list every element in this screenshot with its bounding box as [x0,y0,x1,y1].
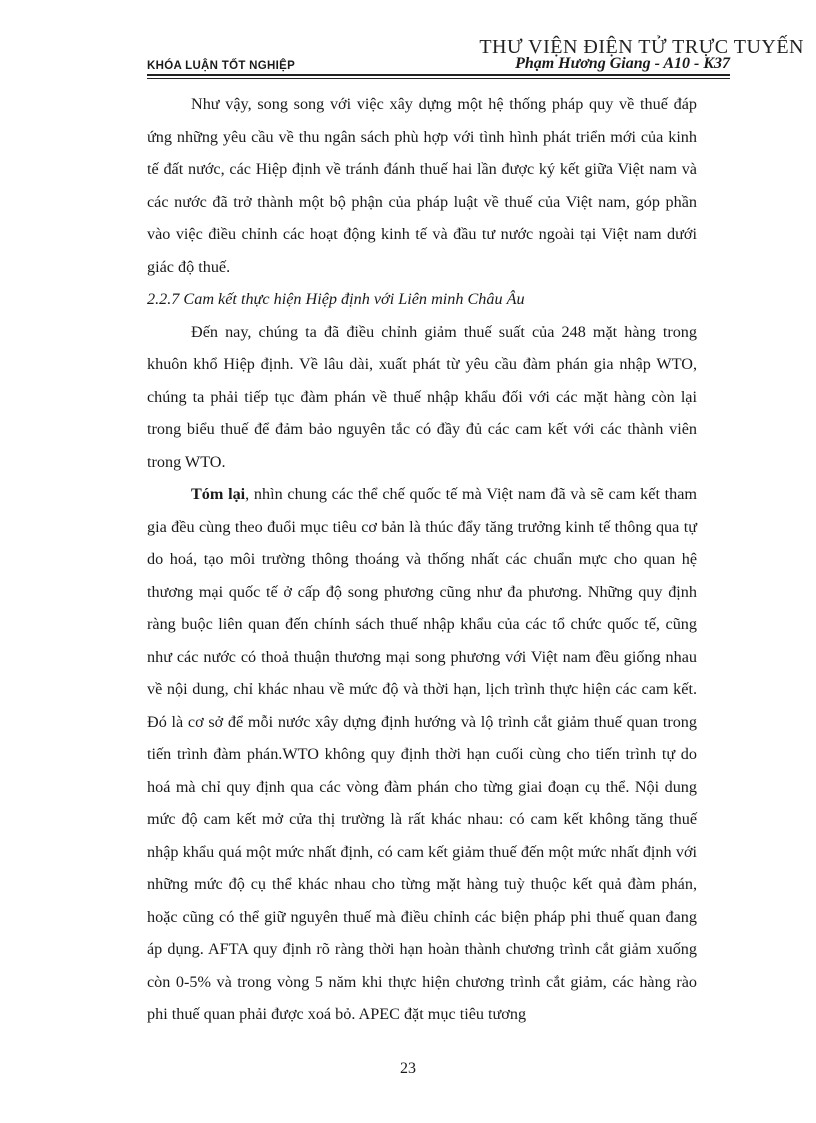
paragraph-2: Đến nay, chúng ta đã điều chỉnh giảm thuế suất của 248 mặt hàng trong khuôn khổ Hiệp định. Về lâu dài, xuất phát từ yêu cầu đàm phán gia nhập WTO, chúng ta phải tiếp tục đàm phán về thuế nhập khẩu đối với các mặt hàng còn lại trong biểu thuế để đảm bảo nguyên tắc có đầy đủ các cam kết với các thành viên trong WTO. [147,322,697,471]
header-rule-thin [147,78,730,79]
paragraph-3-lead: Tóm lại [191,485,246,503]
paragraph-1: Như vậy, song song với việc xây dựng một hệ thống pháp quy về thuế đáp ứng những yêu cầu về thu ngân sách phù hợp với tình hình phát triển mới của kinh tế đất nước, các Hiệp định về tránh đánh thuế hai lần được ký kết giữa Việt nam và các nước đã trở thành một bộ phận của pháp luật về thuế của Việt nam, góp phần vào việc điều chỉnh các hoạt động kinh tế và đầu tư nước ngoài tại Việt nam dưới giác độ thuế. [147,95,697,276]
library-watermark: THƯ VIỆN ĐIỆN TỬ TRỰC TUYẾN [479,36,804,58]
page-number: 23 [400,1060,416,1077]
header-rule-thick [147,74,730,76]
document-body [147,88,697,1031]
page-header [147,52,730,72]
header-thesis-title: KHÓA LUẬN TỐT NGHIỆP [147,60,296,72]
section-heading: 2.2.7 Cam kết thực hiện Hiệp định với Liên minh Châu Âu [147,290,525,308]
paragraph-3 [147,478,697,1031]
header-author: Phạm Hương Giang - A10 - K37 [515,55,730,72]
paragraph-3-text: , nhìn chung các thể chế quốc tế mà Việt nam đã và sẽ cam kết tham gia đều cùng theo đuổi mục tiêu cơ bản là thúc đẩy tăng trưởng kinh tế thông qua tự do hoá, tạo môi trường thông thoáng và thống nhất các chuẩn mực cho quan hệ thương mại quốc tế ở cấp độ song phương cũng như đa phương. Những quy định ràng buộc liên quan đến chính sách thuế nhập khẩu của các tổ chức quốc tế, cũng như các nước có thoả thuận thương mại song phương với Việt nam đều giống nhau về nội dung, chỉ khác nhau về mức độ và thời hạn, lịch trình thực hiện các cam kết. Đó là cơ sở để mỗi nước xây dựng định hướng và lộ trình cắt giảm thuế quan trong tiến trình đàm phán.WTO không quy định thời hạn cuối cùng cho tiến trình tự do hoá mà chỉ quy định qua các vòng đàm phán cho từng giai đoạn cụ thể. Nội dung mức độ cam kết mở cửa thị trường là rất khác nhau: có cam kết không tăng thuế nhập khẩu quá một mức nhất định, có cam kết giảm thuế đến một mức nhất định với những mức độ cụ thể khác nhau cho từng mặt hàng tuỳ thuộc kết quả đàm phán, hoặc cũng có thể giữ nguyên thuế mà điều chỉnh các biện pháp phi thuế quan đang áp dụng. AFTA quy định rõ ràng thời hạn hoàn thành chương trình cắt giảm xuống còn 0-5% và trong vòng 5 năm khi thực hiện chương trình cắt giảm, các hàng rào phi thuế quan phải được xoá bỏ. APEC đặt mục tiêu tương [147,485,697,1023]
